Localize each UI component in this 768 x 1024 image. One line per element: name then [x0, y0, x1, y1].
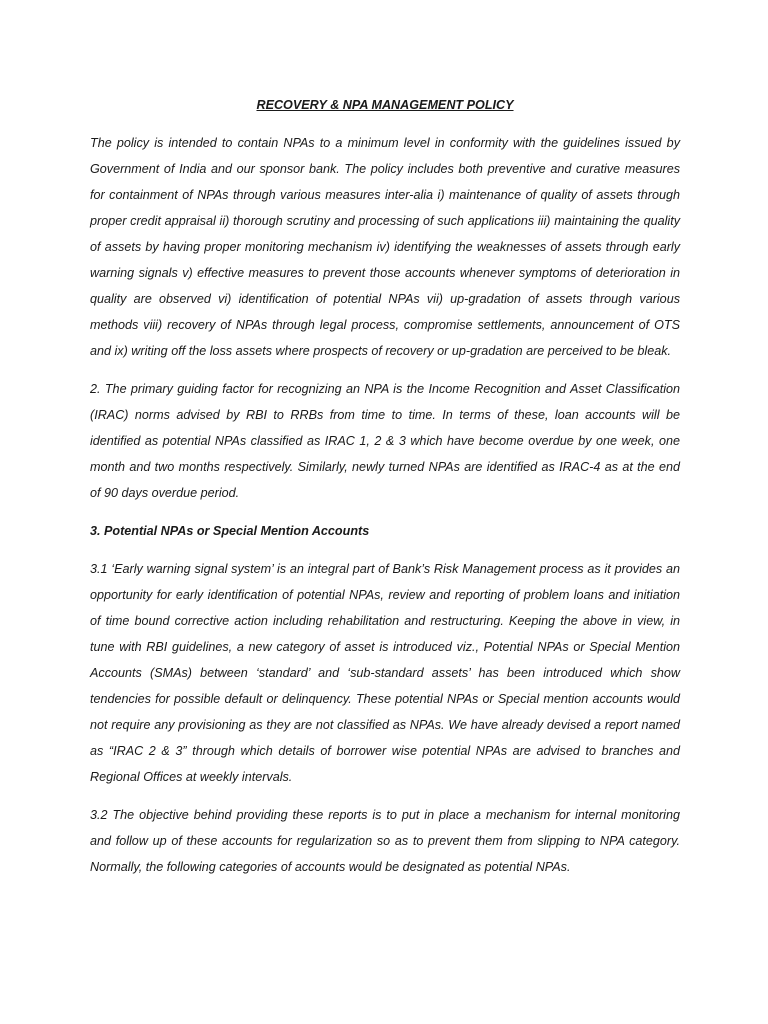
paragraph-report-objective: 3.2 The objective behind providing these reports is to put in place a mechanism for internal monitoring and follow up of these accounts for regularization so as to prevent them from slipping to NPA category. Normally, the following categories of accounts would be designated as potential NPAs. — [90, 808, 680, 874]
document-title: RECOVERY & NPA MANAGEMENT POLICY — [256, 98, 514, 112]
paragraph-policy-intro: The policy is intended to contain NPAs to a minimum level in conformity with the guidelines issued by Government of India and our sponsor bank. The policy includes both preventive and curative measures for containment of NPAs through various measures inter-alia i) maintenance of quality of assets through proper credit appraisal ii) thorough scrutiny and processing of such applications iii) maintaining the quality of assets by having proper monitoring mechanism iv) identifying the weaknesses of assets through early warning signals v) effective measures to prevent those accounts whenever symptoms of deterioration in quality are observed vi) identification of potential NPAs vii) up-gradation of assets through various methods viii) recovery of NPAs through legal process, compromise settlements, announcement of OTS and ix) writing off the loss assets where prospects of recovery or up-gradation are perceived to be bleak. — [90, 136, 680, 358]
document-body — [90, 92, 680, 892]
paragraph-irac-norms: 2. The primary guiding factor for recognizing an NPA is the Income Recognition and Asset Classification (IRAC) norms advised by RBI to RRBs from time to time. In terms of these, loan accounts will be identified as potential NPAs classified as IRAC 1, 2 & 3 which have become overdue by one week, one month and two months respectively. Similarly, newly turned NPAs are identified as IRAC-4 as at the end of 90 days overdue period. — [90, 382, 680, 500]
paragraph-early-warning: 3.1 ‘Early warning signal system’ is an integral part of Bank’s Risk Management process as it provides an opportunity for early identification of potential NPAs, review and reporting of problem loans and initiation of time bound corrective action including rehabilitation and restructuring. Keeping the above in view, in tune with RBI guidelines, a new category of asset is introduced viz., Potential NPAs or Special Mention Accounts (SMAs) between ‘standard’ and ‘sub-standard assets’ has been introduced which show tendencies for possible default or delinquency. These potential NPAs or Special mention accounts would not require any provisioning as they are not classified as NPAs. We have already devised a report named as “IRAC 2 & 3” through which details of borrower wise potential NPAs are advised to branches and Regional Offices at weekly intervals. — [90, 562, 680, 784]
section-heading-potential-npas: 3. Potential NPAs or Special Mention Accounts — [90, 524, 370, 538]
